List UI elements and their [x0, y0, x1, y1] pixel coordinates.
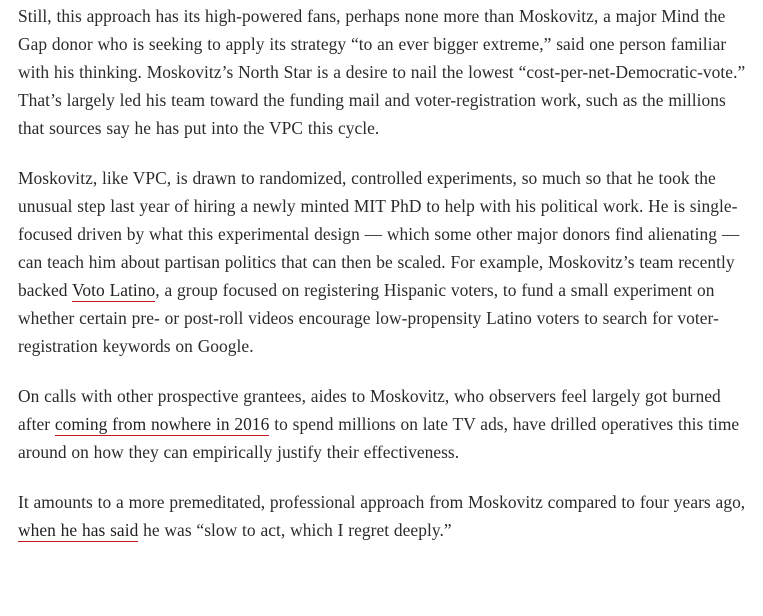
paragraph-text: , a group focused on registering Hispanic voters, to fund a small experiment on whether certain pre- or post-roll videos encourage low-propensity Latino voters to search for voter-registration keywords on Google. [18, 280, 719, 356]
paragraph-2 [18, 164, 756, 360]
paragraph-3 [18, 382, 756, 466]
paragraph-text: Moskovitz, like VPC, is drawn to randomized, controlled experiments, so much so that he took the unusual step last year of hiring a newly minted MIT PhD to help with his political work. He is single-focused driven by what this experimental design — which some other major donors find alienating — can teach him about partisan politics that can then be scaled. For example, Moskovitz’s team recently backed [18, 168, 740, 300]
voto-latino-link[interactable]: Voto Latino [72, 280, 156, 300]
article-body [18, 0, 756, 544]
paragraph-text: to spend millions on late TV ads, have drilled operatives this time around on how they can empirically justify their effectiveness. [18, 414, 740, 462]
when-he-has-said-link[interactable]: when he has said [18, 520, 139, 540]
paragraph-text: he was “slow to act, which I regret deeply.” [138, 520, 452, 540]
paragraph-text: Still, this approach has its high-powered fans, perhaps none more than Moskovitz, a major Mind the Gap donor who is seeking to apply its strategy “to an ever bigger extreme,” said one person familiar with his thinking. Moskovitz’s North Star is a desire to nail the lowest “cost-per-net-Democratic-vote.” That’s largely led his team toward the funding mail and voter-registration work, such as the millions that sources say he has put into the VPC this cycle. [18, 6, 746, 138]
paragraph-text: It amounts to a more premeditated, professional approach from Moskovitz compared to four years ago, [18, 492, 746, 512]
paragraph-4 [18, 488, 756, 544]
coming-from-nowhere-link[interactable]: coming from nowhere in 2016 [54, 414, 270, 434]
paragraph-text: On calls with other prospective grantees, aides to Moskovitz, who observers feel largely got burned after [18, 386, 721, 434]
paragraph-1 [18, 0, 756, 142]
